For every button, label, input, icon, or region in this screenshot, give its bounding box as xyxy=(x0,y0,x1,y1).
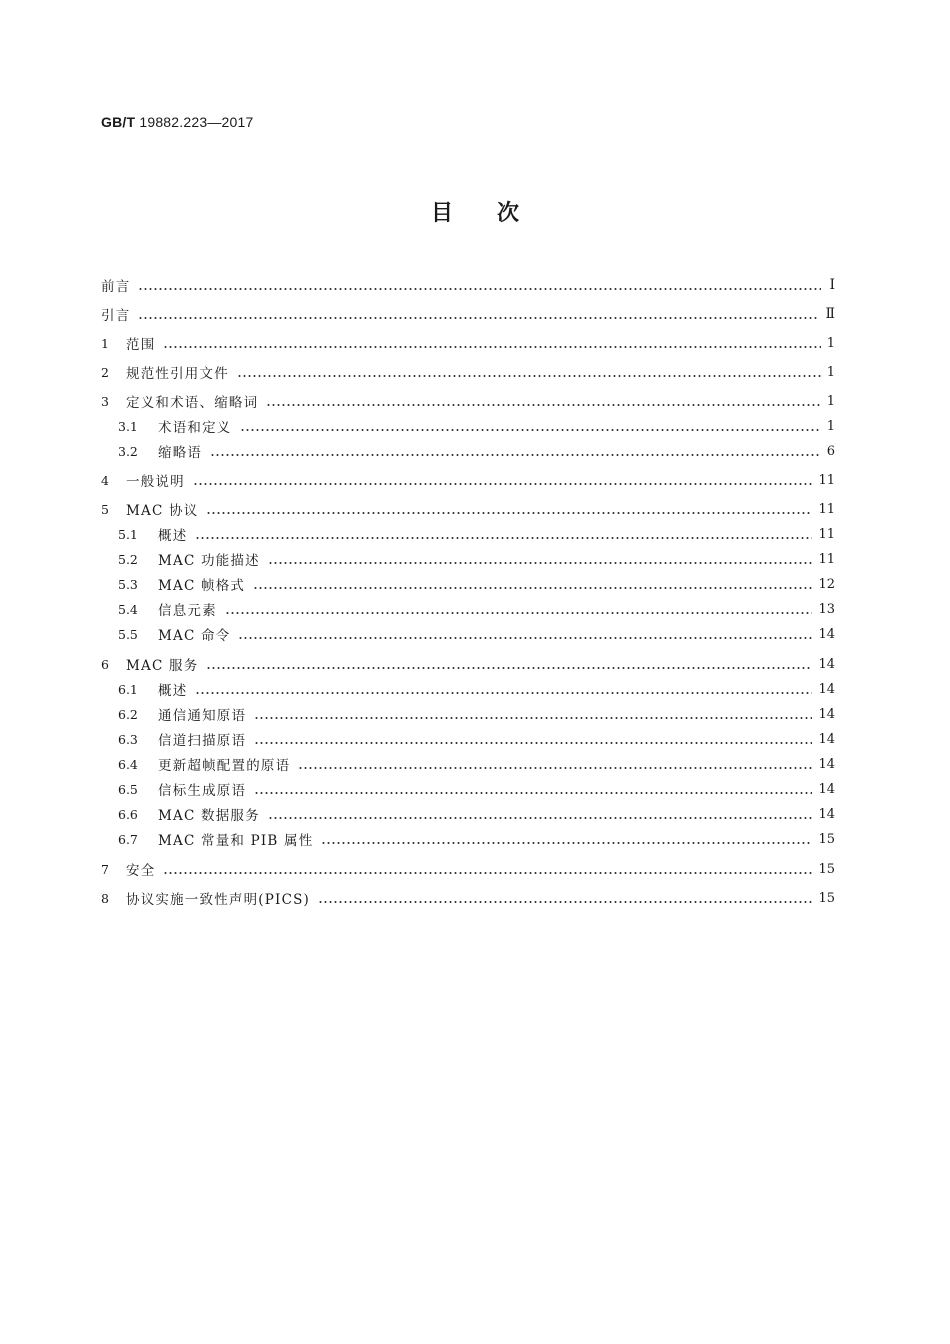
toc-leader-dots xyxy=(253,573,812,595)
standard-code-number: 19882.223—2017 xyxy=(139,114,254,130)
toc-entry-page: 14 xyxy=(818,656,835,672)
toc-entry-label: 定义和术语、缩略词 xyxy=(126,395,259,411)
toc-entry-page: 6 xyxy=(826,443,835,459)
toc-entry-page: 14 xyxy=(818,731,835,747)
toc-entry-number: 3.2 xyxy=(118,443,138,459)
toc-entry-page: 14 xyxy=(818,756,835,772)
toc-entry-label: MAC 命令 xyxy=(158,628,231,644)
toc-entry-page: 14 xyxy=(818,806,835,822)
toc-entry-label: MAC 帧格式 xyxy=(158,578,246,594)
toc-entry-number: 5.1 xyxy=(118,526,138,542)
toc-entry-label: 安全 xyxy=(126,863,156,879)
toc-entry[interactable] xyxy=(118,828,835,850)
toc-entry-number: 3.1 xyxy=(118,418,138,434)
toc-entry[interactable] xyxy=(101,498,835,520)
toc-entry-page: 1 xyxy=(826,335,835,351)
toc-entry-page: 11 xyxy=(818,551,835,567)
toc-entry-page: 11 xyxy=(818,472,835,488)
toc-entry-label: 信息元素 xyxy=(158,603,217,619)
toc-entry-page: 1 xyxy=(826,364,835,380)
toc-entry-label: 信道扫描原语 xyxy=(158,733,247,749)
toc-leader-dots xyxy=(206,653,812,675)
toc-entry-number: 1 xyxy=(101,335,109,351)
toc-entry-label: 前言 xyxy=(101,279,131,295)
toc-entry[interactable] xyxy=(118,440,835,462)
toc-entry-label: 通信通知原语 xyxy=(158,708,247,724)
standard-code xyxy=(101,114,253,130)
toc-leader-dots xyxy=(163,858,812,880)
toc-entry[interactable] xyxy=(101,858,835,880)
toc-entry-label: 一般说明 xyxy=(126,474,185,490)
toc-entry-label: MAC 协议 xyxy=(126,503,199,519)
toc-leader-dots xyxy=(254,778,812,800)
toc-leader-dots xyxy=(195,678,812,700)
toc-entry-number: 6.7 xyxy=(118,831,138,847)
toc-entry-page: 14 xyxy=(818,706,835,722)
toc-entry-label: 协议实施一致性声明(PICS) xyxy=(126,892,311,908)
toc-entry-label: MAC 常量和 PIB 属性 xyxy=(158,833,314,849)
toc-entry-page: 1 xyxy=(826,393,835,409)
toc-entry-number: 6 xyxy=(101,656,109,672)
toc-entry[interactable] xyxy=(101,653,835,675)
toc-entry-label: 概述 xyxy=(158,528,188,544)
toc-entry-number: 7 xyxy=(101,861,109,877)
toc-entry-page: Ⅰ xyxy=(829,277,835,293)
toc-entry-label: MAC 服务 xyxy=(126,658,199,674)
toc-leader-dots xyxy=(298,753,812,775)
toc-entry[interactable] xyxy=(118,623,835,645)
toc-leader-dots xyxy=(237,361,821,383)
toc-entry-number: 5 xyxy=(101,501,109,517)
toc-entry-number: 6.2 xyxy=(118,706,138,722)
toc-entry[interactable] xyxy=(101,361,835,383)
toc-entry-label: 概述 xyxy=(158,683,188,699)
toc-entry-page: 15 xyxy=(818,861,835,877)
toc-entry[interactable] xyxy=(101,469,835,491)
toc-entry[interactable] xyxy=(118,415,835,437)
toc-entry-label: 范围 xyxy=(126,337,156,353)
toc-leader-dots xyxy=(254,703,812,725)
toc-entry-number: 6.3 xyxy=(118,731,138,747)
toc-entry-page: 14 xyxy=(818,626,835,642)
toc-leader-dots xyxy=(210,440,821,462)
toc-entry-label: 更新超帧配置的原语 xyxy=(158,758,291,774)
toc-leader-dots xyxy=(193,469,813,491)
toc-entry-number: 6.4 xyxy=(118,756,138,772)
toc-entry[interactable] xyxy=(118,598,835,620)
toc-entry-page: 15 xyxy=(818,831,835,847)
toc-entry-label: MAC 功能描述 xyxy=(158,553,260,569)
toc-entry[interactable] xyxy=(101,332,835,354)
toc-entry-number: 6.1 xyxy=(118,681,138,697)
toc-entry-number: 6.5 xyxy=(118,781,138,797)
toc-entry[interactable] xyxy=(101,390,835,412)
toc-entry-label: 规范性引用文件 xyxy=(126,366,229,382)
toc-leader-dots xyxy=(163,332,820,354)
toc-entry[interactable] xyxy=(118,678,835,700)
toc-entry-label: MAC 数据服务 xyxy=(158,808,260,824)
toc-leader-dots xyxy=(206,498,812,520)
toc-entry-page: Ⅱ xyxy=(825,306,835,322)
toc-leader-dots xyxy=(268,548,813,570)
toc-entry-label: 缩略语 xyxy=(158,445,203,461)
toc-entry-number: 4 xyxy=(101,472,109,488)
standard-code-prefix: GB/T xyxy=(101,114,136,130)
toc-entry[interactable] xyxy=(118,573,835,595)
toc-entry-number: 6.6 xyxy=(118,806,138,822)
toc-entry-number: 5.5 xyxy=(118,626,138,642)
toc-leader-dots xyxy=(138,274,821,296)
toc-entry-number: 2 xyxy=(101,364,109,380)
toc-entry-label: 信标生成原语 xyxy=(158,783,247,799)
toc-entry-page: 13 xyxy=(818,601,835,617)
toc-entry-number: 3 xyxy=(101,393,109,409)
toc-entry-page: 15 xyxy=(818,890,835,906)
toc-leader-dots xyxy=(138,303,819,325)
toc-entry-number: 5.2 xyxy=(118,551,138,567)
toc-leader-dots xyxy=(225,598,813,620)
page-title: 目次 xyxy=(430,201,563,226)
toc-entry-page: 14 xyxy=(818,681,835,697)
toc-entry-page: 11 xyxy=(818,526,835,542)
toc-entry-label: 引言 xyxy=(101,308,131,324)
toc-entry-page: 1 xyxy=(826,418,835,434)
toc-entry-page: 11 xyxy=(818,501,835,517)
toc-entry[interactable] xyxy=(118,703,835,725)
toc-leader-dots xyxy=(240,415,821,437)
toc-entry[interactable] xyxy=(101,303,835,325)
toc-entry-number: 8 xyxy=(101,890,109,906)
toc-leader-dots xyxy=(195,523,812,545)
toc-leader-dots xyxy=(321,828,812,850)
toc-leader-dots xyxy=(318,887,812,909)
toc-entry[interactable] xyxy=(118,548,835,570)
toc-entry-label: 术语和定义 xyxy=(158,420,232,436)
toc-entry[interactable] xyxy=(118,728,835,750)
toc-entry-page: 12 xyxy=(818,576,835,592)
toc-entry-page: 14 xyxy=(818,781,835,797)
toc-entry[interactable] xyxy=(118,803,835,825)
toc-entry[interactable] xyxy=(101,887,835,909)
toc-entry[interactable] xyxy=(101,274,835,296)
toc-leader-dots xyxy=(254,728,812,750)
toc-entry[interactable] xyxy=(118,523,835,545)
toc-entry-number: 5.3 xyxy=(118,576,138,592)
toc-leader-dots xyxy=(266,390,820,412)
toc-leader-dots xyxy=(268,803,813,825)
toc-entry-number: 5.4 xyxy=(118,601,138,617)
toc-entry[interactable] xyxy=(118,753,835,775)
toc-leader-dots xyxy=(238,623,812,645)
toc-entry[interactable] xyxy=(118,778,835,800)
